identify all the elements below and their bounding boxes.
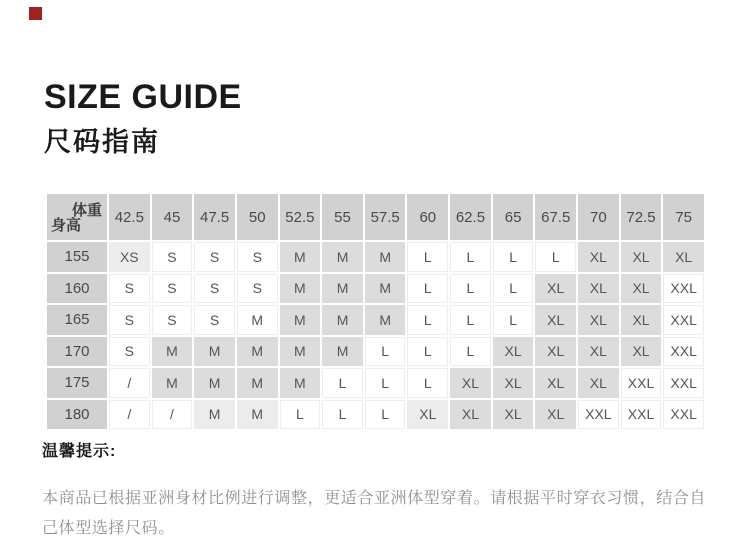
weight-header-cell: 52.5 xyxy=(279,193,322,241)
corner-cell xyxy=(46,193,108,241)
size-row xyxy=(46,336,705,368)
size-cell: M xyxy=(236,399,279,431)
height-header-cell: 170 xyxy=(46,336,108,368)
size-cell: XXL xyxy=(620,399,663,431)
size-cell: XL xyxy=(577,273,620,305)
size-cell: / xyxy=(108,399,151,431)
size-cell: L xyxy=(279,399,322,431)
size-cell: L xyxy=(492,273,535,305)
size-cell: S xyxy=(151,304,194,336)
weight-header-cell: 62.5 xyxy=(449,193,492,241)
size-cell: / xyxy=(151,399,194,431)
weight-header-cell: 70 xyxy=(577,193,620,241)
size-cell: / xyxy=(108,367,151,399)
weight-header-cell: 57.5 xyxy=(364,193,407,241)
size-cell: L xyxy=(534,241,577,273)
size-cell: M xyxy=(321,336,364,368)
height-header-cell: 175 xyxy=(46,367,108,399)
size-cell: XL xyxy=(577,241,620,273)
size-cell: XXL xyxy=(662,304,705,336)
size-cell: M xyxy=(279,241,322,273)
page-title-en: SIZE GUIDE xyxy=(44,78,242,116)
size-cell: M xyxy=(321,241,364,273)
size-cell: XL xyxy=(577,336,620,368)
size-row xyxy=(46,273,705,305)
size-cell: L xyxy=(364,367,407,399)
size-cell: M xyxy=(321,273,364,305)
size-cell: XL xyxy=(492,367,535,399)
size-cell: XXL xyxy=(662,273,705,305)
size-row xyxy=(46,367,705,399)
size-cell: S xyxy=(236,241,279,273)
weight-header-cell: 45 xyxy=(151,193,194,241)
height-header-cell: 165 xyxy=(46,304,108,336)
size-cell: L xyxy=(406,304,449,336)
size-cell: M xyxy=(193,367,236,399)
size-cell: M xyxy=(364,273,407,305)
tips-body: 本商品已根据亚洲身材比例进行调整，更适合亚洲体型穿着。请根据平时穿衣习惯，结合自己体型选择尺码。 xyxy=(42,490,707,537)
height-header-cell: 155 xyxy=(46,241,108,273)
size-cell: S xyxy=(193,304,236,336)
size-cell: XXL xyxy=(620,367,663,399)
size-cell: XXL xyxy=(662,399,705,431)
brand-mark xyxy=(29,7,42,20)
size-cell: XL xyxy=(620,273,663,305)
size-cell: L xyxy=(449,273,492,305)
size-cell: S xyxy=(193,241,236,273)
size-cell: XL xyxy=(620,241,663,273)
size-cell: L xyxy=(406,273,449,305)
size-cell: XL xyxy=(534,367,577,399)
size-cell: XL xyxy=(449,399,492,431)
size-cell: M xyxy=(236,304,279,336)
size-cell: L xyxy=(492,304,535,336)
weight-header-cell: 47.5 xyxy=(193,193,236,241)
size-cell: M xyxy=(364,241,407,273)
size-cell: XL xyxy=(492,399,535,431)
size-cell: L xyxy=(364,336,407,368)
size-row xyxy=(46,304,705,336)
size-row xyxy=(46,399,705,431)
size-cell: XL xyxy=(492,336,535,368)
size-cell: XL xyxy=(406,399,449,431)
size-cell: M xyxy=(151,336,194,368)
size-cell: M xyxy=(193,399,236,431)
size-cell: L xyxy=(406,336,449,368)
size-cell: XL xyxy=(620,304,663,336)
size-cell: S xyxy=(151,241,194,273)
size-cell: L xyxy=(321,399,364,431)
weight-axis-label: 体重 xyxy=(71,202,102,219)
size-table xyxy=(45,192,706,431)
size-cell: XL xyxy=(534,304,577,336)
size-cell: XL xyxy=(577,304,620,336)
size-cell: L xyxy=(449,336,492,368)
size-chart xyxy=(45,192,706,431)
size-cell: M xyxy=(364,304,407,336)
size-cell: S xyxy=(151,273,194,305)
size-cell: L xyxy=(449,241,492,273)
size-cell: XL xyxy=(534,336,577,368)
size-cell: XL xyxy=(620,336,663,368)
size-cell: XXL xyxy=(662,336,705,368)
size-table-body xyxy=(46,241,705,430)
size-cell: S xyxy=(108,304,151,336)
weight-header-row xyxy=(46,193,705,241)
size-cell: L xyxy=(364,399,407,431)
size-cell: M xyxy=(279,304,322,336)
weight-header-cell: 50 xyxy=(236,193,279,241)
size-cell: XL xyxy=(577,367,620,399)
size-cell: S xyxy=(193,273,236,305)
size-cell: S xyxy=(236,273,279,305)
size-cell: L xyxy=(321,367,364,399)
height-axis-label: 身高 xyxy=(51,217,82,234)
size-cell: M xyxy=(279,367,322,399)
tips-title: 温馨提示: xyxy=(42,443,117,460)
size-cell: M xyxy=(151,367,194,399)
weight-header-cell: 42.5 xyxy=(108,193,151,241)
size-cell: L xyxy=(449,304,492,336)
size-cell: M xyxy=(236,336,279,368)
size-cell: M xyxy=(321,304,364,336)
height-header-cell: 180 xyxy=(46,399,108,431)
size-cell: S xyxy=(108,336,151,368)
size-cell: M xyxy=(279,336,322,368)
size-cell: XXL xyxy=(577,399,620,431)
size-cell: L xyxy=(406,241,449,273)
size-cell: L xyxy=(406,367,449,399)
weight-header-cell: 75 xyxy=(662,193,705,241)
size-cell: M xyxy=(193,336,236,368)
size-cell: L xyxy=(492,241,535,273)
size-cell: XL xyxy=(662,241,705,273)
size-cell: XS xyxy=(108,241,151,273)
size-cell: XL xyxy=(449,367,492,399)
size-row xyxy=(46,241,705,273)
size-cell: S xyxy=(108,273,151,305)
size-cell: XL xyxy=(534,273,577,305)
weight-header-cell: 72.5 xyxy=(620,193,663,241)
weight-header-cell: 55 xyxy=(321,193,364,241)
size-cell: M xyxy=(236,367,279,399)
size-cell: XXL xyxy=(662,367,705,399)
weight-header-cell: 67.5 xyxy=(534,193,577,241)
page-title-cn: 尺码指南 xyxy=(44,127,160,157)
size-cell: M xyxy=(279,273,322,305)
weight-header-cell: 60 xyxy=(406,193,449,241)
size-cell: XL xyxy=(534,399,577,431)
height-header-cell: 160 xyxy=(46,273,108,305)
weight-header-cell: 65 xyxy=(492,193,535,241)
